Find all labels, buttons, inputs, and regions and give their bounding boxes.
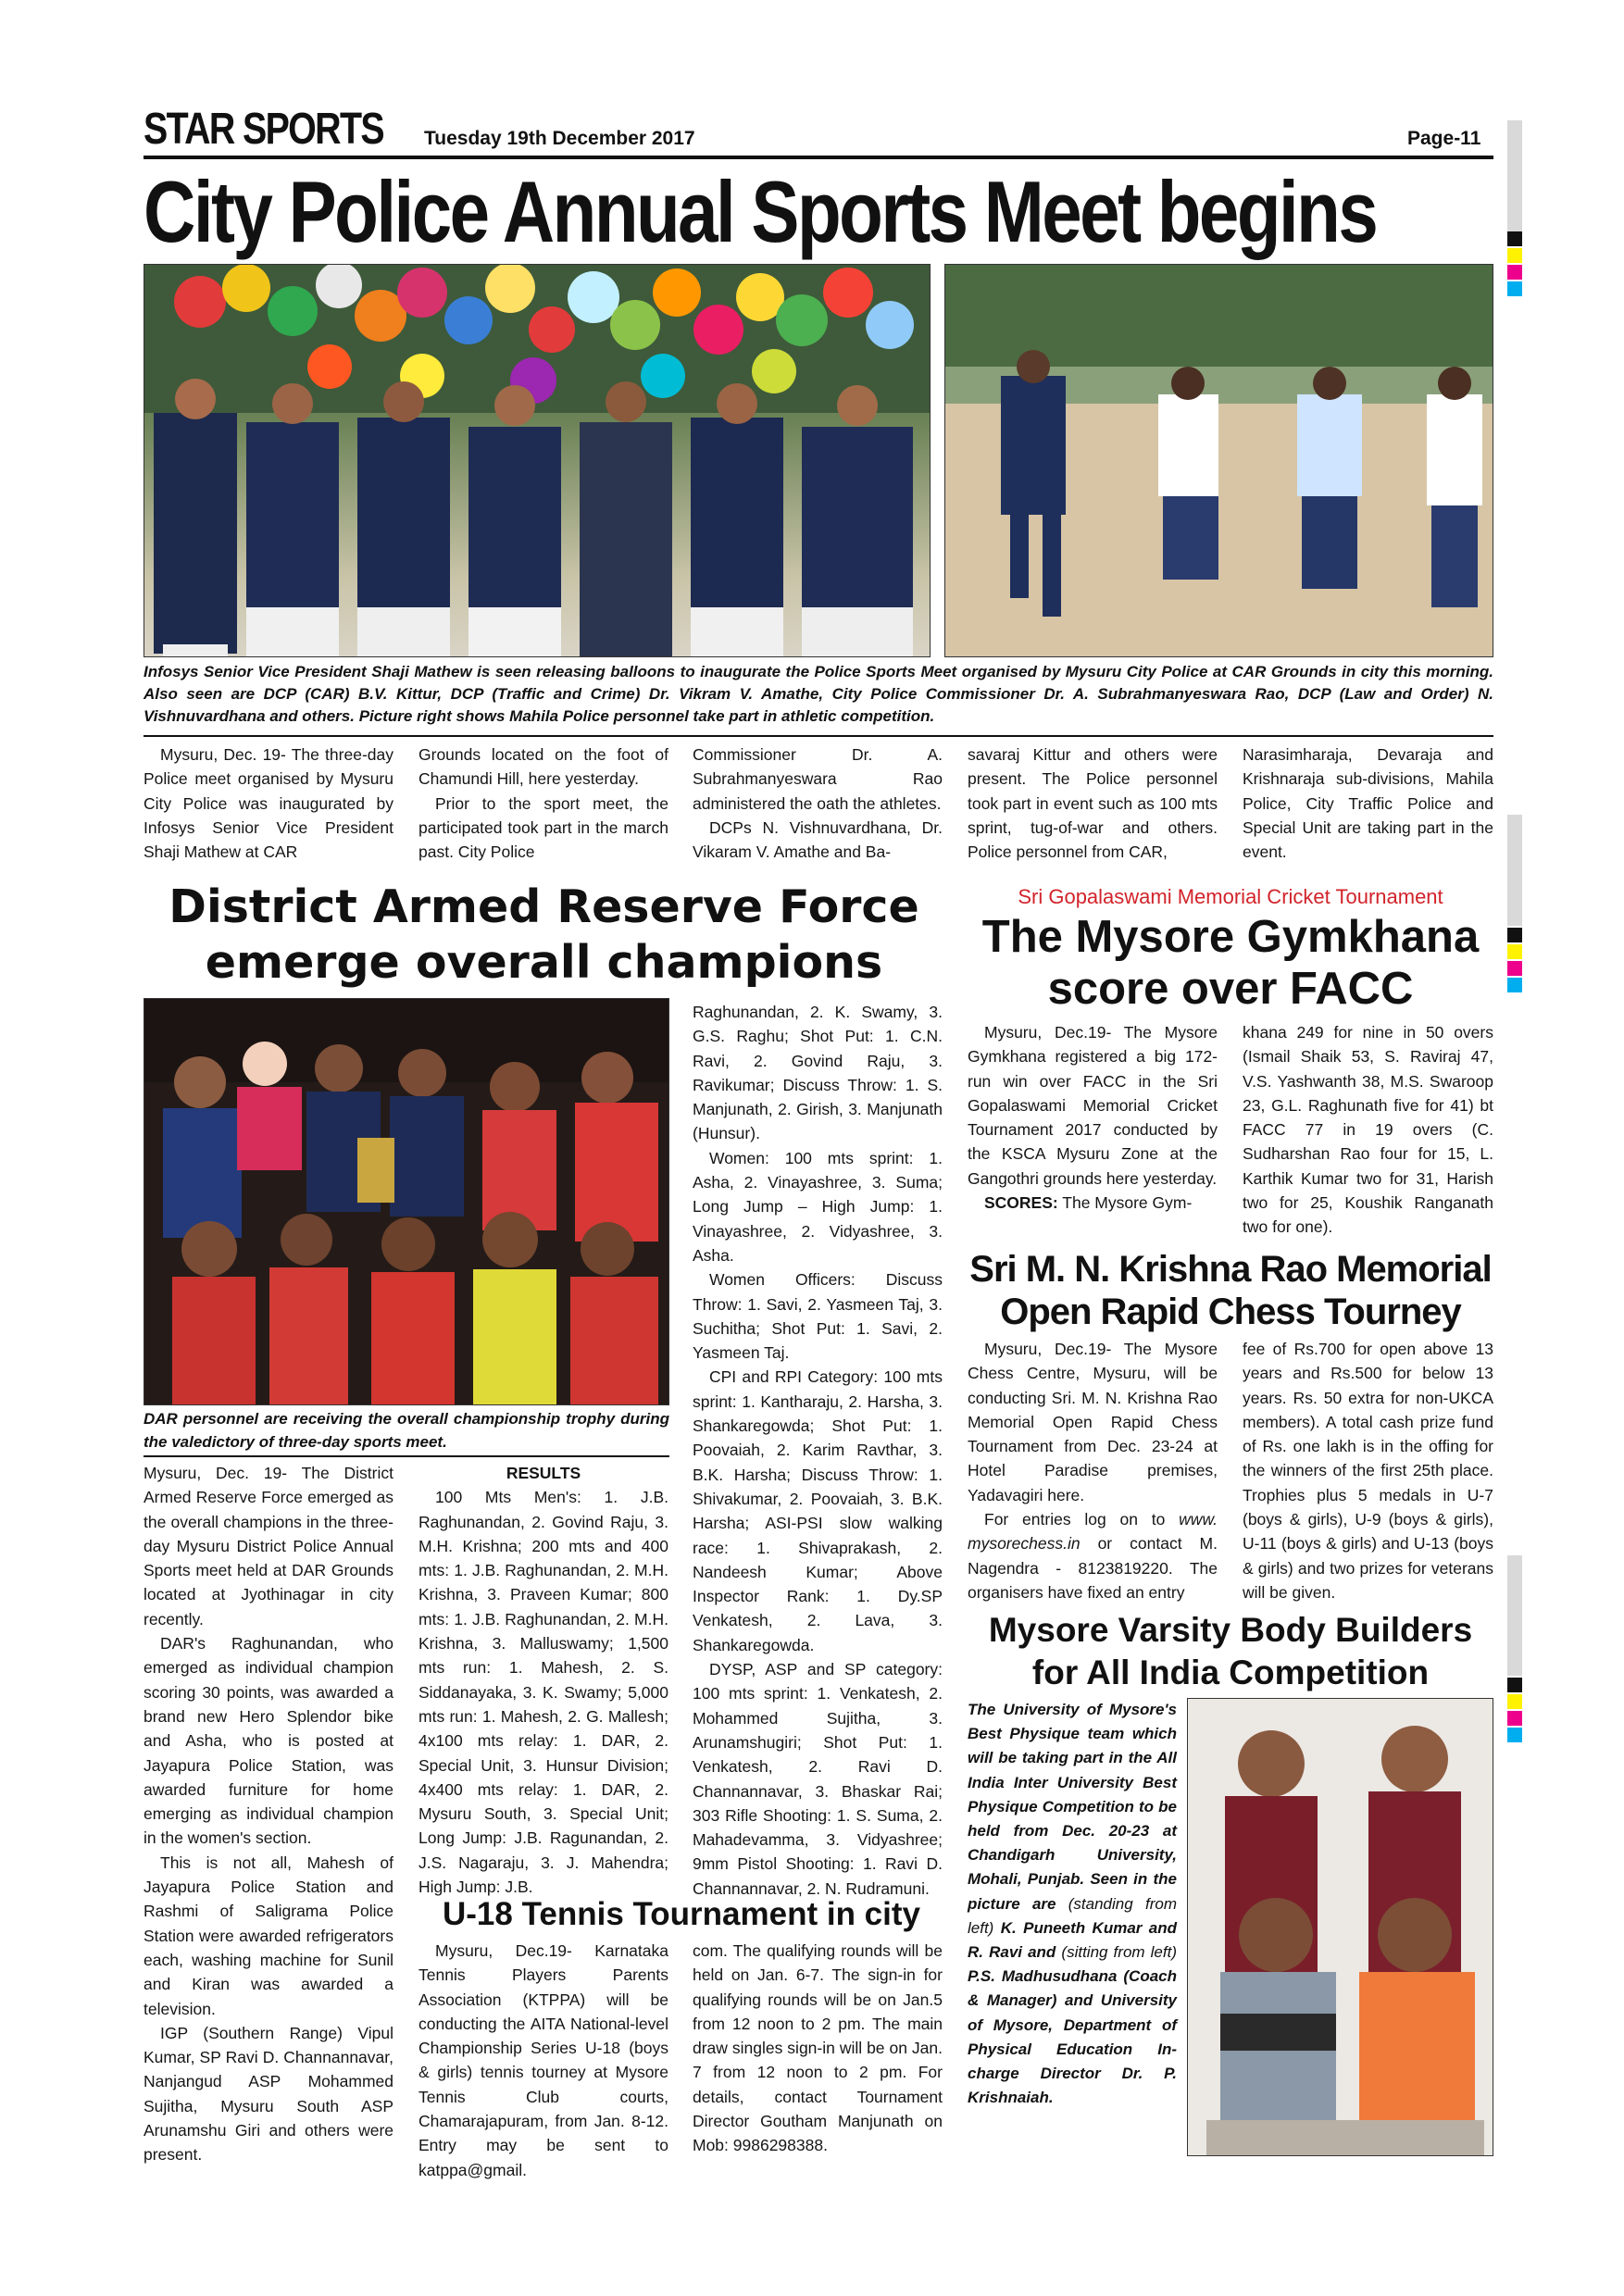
- balloon-release-photo: [144, 264, 931, 657]
- section-title: STAR SPORTS: [144, 105, 383, 154]
- cricket-kicker: Sri Gopalaswami Memorial Cricket Tournament: [1018, 885, 1443, 908]
- main-story-col-3: Commissioner Dr. A. Subrahmanyeswara Rao administered the oath the athletes. DCPs N. Vishnuvardhana, Dr. Vikaram V. Amathe and Ba-: [693, 745, 943, 862]
- dar-story-col-3: Raghunandan, 2. K. Swamy, 3. G.S. Raghu; Shot Put: 1. C.N. Ravi, 2. Govind Raju, 3. Ravikumar; Discuss Throw: 1. S. Manjunath, 2. Girish, 3. Manjunath (Hunsur). Women: 100 mts sprint: 1. Asha, 2. Vinayashree, 3. Suma; Long Jump – High Jump: 1. Vinayashree, 2. Vidyashree, 3. Asha. Women Officers: Discuss Throw: 1. Savi, 2. Yasmeen Taj, 3. Suchitha; Shot Put: 1. Savi, 2. Yasmeen Taj. CPI and RPI Category: 100 mts sprint: 1. Kantharaju, 2. Harsha, 3. Shankaregowda; Shot Put: 1. Poovaiah, 2. Karim Ravthar, 3. B.K. Harsha; Discuss Throw: 1. Shivakumar, 2. Poovaiah, 3. B.K. Harsha; ASI-PSI slow walking race: 1. Shivaprakash, 2. Nandeesh Kumar; Above Inspector Rank: 1. Dy.SP Venkatesh, 2. Lava, 3. Shankaregowda. DYSP, ASP and SP category: 100 mts sprint: 1. Venkatesh, 2. Mohammed Sujitha, 3. Arunamshugiri; Shot Put: 1. Venkatesh, 2. Ravi D. Channannavar, 3. Bhaskar Rai; 303 Rifle Shooting: 1. S. Suma, 2. Mahadevamma, 3. Vidyashree; 9mm Pistol Shooting: 1. Ravi D. Channannavar, 2. N. Rudramuni.: [693, 1003, 943, 1898]
- bodybuilders-photo: [1187, 1698, 1493, 2156]
- chess-website-link-2[interactable]: mysorechess.in: [968, 1534, 1081, 1554]
- cmyk-mark-magenta-2: [1507, 961, 1522, 976]
- caption-rule: [144, 735, 1493, 737]
- cmyk-mark-yellow-3: [1507, 1694, 1522, 1709]
- dar-story-col-1: Mysuru, Dec. 19- The District Armed Reserve Force emerged as the overall champions in the three-day Mysuru District Police Annual Sports meet held at DAR Grounds located at Jyothinagar in city recently. DAR's Raghunandan, who emerged as individual champion scoring 30 points, was awarded a brand new Hero Splendor bike and Asha, who is posted at Jayapura Police Station, was awarded furniture for home emerging as individual champion in the women's section. This is not all, Mahesh of Jayapura Police Station and Rashmi of Saligrama Police Station were awarded refrigerators each, washing machine for Sunil and Kiran was awarded a television. IGP (Southern Range) Vipul Kumar, SP Ravi D. Channannavar, Nanjangud ASP Mohammed Sujitha, Mysuru South ASP Arunamshu Giri and others were present.: [144, 1464, 394, 2165]
- cmyk-mark-cyan-3: [1507, 1728, 1522, 1742]
- main-story-col-2: Grounds located on the foot of Chamundi Hill, here yesterday. Prior to the sport meet, the participated took part in the march past. City Police: [418, 745, 668, 862]
- trophy-scene: [144, 999, 669, 1405]
- cricket-headline-line2: score over FACC: [1047, 964, 1414, 1014]
- cricket-col-2: khana 249 for nine in 50 overs (Ismail Shaik 53, S. Raviraj 47, V.S. Yashwanth 38, M.S. Swaroop 23, G.L. Raghunath five for 41) bt FACC 77 in 19 overs (C. Sudharshan Rao four for 15, L. Karthik Kumar two for 31, Harish two for 25, Koushik Ranganath two for one).: [1243, 1023, 1493, 1237]
- dar-photo-caption: DAR personnel are receiving the overall championship trophy during the valedictory of three-day sports meet.: [144, 1410, 669, 1451]
- dar-headline-line2: emerge overall champions: [205, 936, 883, 989]
- cmyk-mark-black-2: [1507, 928, 1522, 942]
- athletics-race-photo: [944, 264, 1493, 657]
- race-scene: [945, 265, 1493, 657]
- bodybuilders-caption: The University of Mysore's Best Physique team which will be taking part in the All India Inter University Best Physique Competition to be held from Dec. 20-23 at Chandigarh University, Mohali, Punjab. Seen in the picture are (standing from left) K. Puneeth Kumar and R. Ravi and (sitting from left) P.S. Madhusudhana (Coach & Manager) and University of Mysore, Department of Physical Education In-charge Director Dr. P. Krishnaiah.: [968, 1701, 1177, 2107]
- cricket-col-1: Mysuru, Dec.19- The Mysore Gymkhana registered a big 172-run win over FACC in the Sri Gopalaswami Memorial Cricket Tournament 2017 conducted by the KSCA Mysuru Zone at the Gangothri grounds here yesterday. SCORES: The Mysore Gym-: [968, 1023, 1218, 1213]
- cmyk-mark-cyan: [1507, 281, 1522, 296]
- cmyk-mark-black-3: [1507, 1678, 1522, 1692]
- chess-headline-line2: Open Rapid Chess Tourney: [1000, 1292, 1461, 1332]
- issue-date: Tuesday 19th December 2017: [424, 128, 695, 149]
- cmyk-mark-cyan-2: [1507, 978, 1522, 992]
- cmyk-mark-black: [1507, 231, 1522, 246]
- tennis-col-1: Mysuru, Dec.19- Karnataka Tennis Players Parents Association (KTPPA) will be conducting the AITA National-level Championship Series U-18 (boys & girls) tennis tourney at Mysore Tennis Club courts, Chamarajapuram, from Jan. 8-12. Entry may be sent to katppa@gmail.: [418, 1941, 668, 2179]
- bodybuilders-scene: [1188, 1699, 1493, 2156]
- cmyk-mark-magenta-3: [1507, 1711, 1522, 1726]
- cmyk-mark-yellow: [1507, 248, 1522, 263]
- registration-bar-top: [1507, 120, 1522, 231]
- bodybuilders-headline-line1: Mysore Varsity Body Builders: [988, 1611, 1473, 1649]
- page-number: Page-11: [1407, 128, 1481, 149]
- registration-bar-low: [1507, 1555, 1522, 1676]
- main-story-col-5: Narasimharaja, Devaraja and Krishnaraja sub-divisions, Mahila Police, City Traffic Police and Special Unit are taking part in the event.: [1243, 745, 1493, 862]
- chess-website-link[interactable]: www.: [1179, 1510, 1218, 1529]
- tennis-headline: U-18 Tennis Tournament in city: [443, 1896, 920, 1932]
- cricket-headline-line1: The Mysore Gymkhana: [981, 912, 1480, 962]
- main-story-col-1: Mysuru, Dec. 19- The three-day Police meet organised by Mysuru City Police was inaugurated by Infosys Senior Vice President Shaji Mathew at CAR: [144, 745, 394, 862]
- registration-bar-mid: [1507, 815, 1522, 926]
- scores-label: SCORES:: [984, 1193, 1058, 1213]
- balloon-scene: [144, 265, 931, 657]
- main-headline: City Police Annual Sports Meet begins: [144, 163, 1377, 260]
- dar-story-col-2: RESULTS 100 Mts Men's: 1. J.B. Raghunandan, 2. Govind Raju, 3. M.H. Krishna; 200 mts and 400 mts: 1. J.B. Raghunandan, 2. M.H. Krishna, 3. Praveen Kumar; 800 mts: 1. J.B. Raghunandan, 2. M.H. Krishna, 3. Malluswamy; 1,500 mts run: 1. Mahesh, 2. S. Siddanayaka, 3. K. Swamy; 5,000 mts run: 1. Mahesh, 2. G. Mallesh; 4x100 mts relay: 1. DAR, 2. Special Unit, 3. Hunsur Division; 4x400 mts relay: 1. DAR, 2. Mysuru South, 3. Special Unit; Long Jump: J.B. Ragunandan, 2. J.S. Nagaraju, 3. J. Mahendra; High Jump: J.B.: [418, 1461, 668, 1899]
- tennis-col-2: com. The qualifying rounds will be held on Jan. 6-7. The sign-in for qualifying rounds will be on Jan.5 from 12 noon to 2 pm. The main draw singles sign-in will be on Jan. 7 from 12 noon to 2 pm. For details, contact Tournament Director Goutham Manjunath on Mob: 9986298388.: [693, 1941, 943, 2155]
- dar-headline-line1: District Armed Reserve Force: [169, 880, 919, 933]
- chess-headline-line1: Sri M. N. Krishna Rao Memorial: [969, 1249, 1492, 1290]
- main-story-col-4: savaraj Kittur and others were present. The Police personnel took part in event such as 100 mts sprint, tug-of-war and others. Police personnel from CAR,: [968, 745, 1218, 862]
- dar-trophy-photo: [144, 998, 669, 1405]
- masthead-rule: [144, 156, 1493, 159]
- results-heading: RESULTS: [506, 1464, 581, 1482]
- chess-col-1: Mysuru, Dec.19- The Mysore Chess Centre, Mysuru, will be conducting Sri. M. N. Krishna Rao Memorial Open Rapid Chess Tournament from Dec. 23-24 at Hotel Paradise premises, Yadavagiri here. For entries log on to www. mysorechess.in or contact M. Nagendra - 8123819220. The organisers have fixed an entry: [968, 1340, 1218, 1602]
- bodybuilders-headline-line2: for All India Competition: [1031, 1653, 1430, 1691]
- main-photo-caption: Infosys Senior Vice President Shaji Mathew is seen releasing balloons to inaugurate the Police Sports Meet organised by Mysuru City Police at CAR Grounds in city this morning. Also seen are DCP (CAR) B.V. Kittur, DCP (Traffic and Crime) Dr. Vikram V. Amathe, City Police Commissioner Dr. A. Subrahmanyeswara Rao, DCP (Law and Order) N. Vishnuvardhana and others. Picture right shows Mahila Police personnel take part in athletic competition.: [144, 663, 1493, 725]
- cmyk-mark-yellow-2: [1507, 944, 1522, 959]
- dar-caption-rule: [144, 1455, 669, 1457]
- cmyk-mark-magenta: [1507, 265, 1522, 280]
- chess-col-2: fee of Rs.700 for open above 13 years and Rs.500 for below 13 years. Rs. 50 extra for non-UKCA members). A total cash prize fund of Rs. one lakh is in the offing for the winners of the first 25th place. Trophies plus 5 medals in U-7 (boys & girls), U-9 (boys & girls), U-11 (boys & girls) and U-13 (boys & girls) and two prizes for veterans will be given.: [1243, 1340, 1493, 1602]
